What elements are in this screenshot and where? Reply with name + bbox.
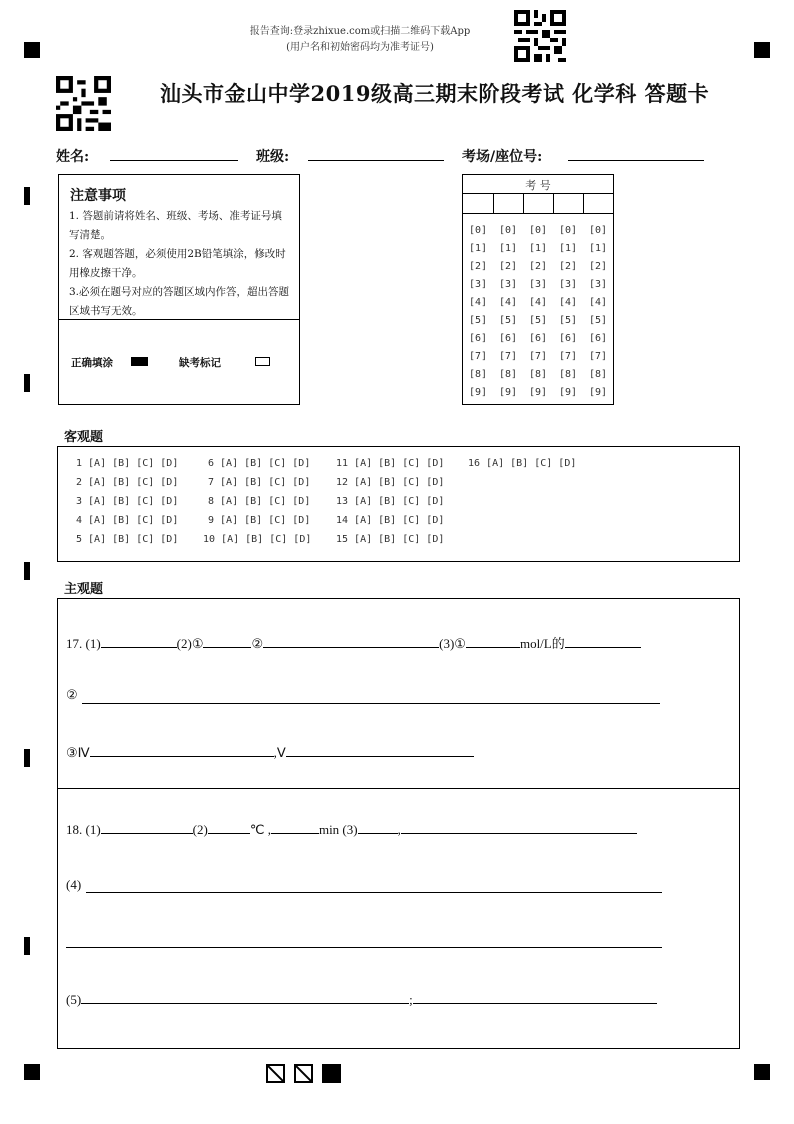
mc-question[interactable]: 16 [A] [B] [C] [D] [468,458,577,469]
correct-fill-sample [131,357,148,366]
page-title: 汕头市金山中学2019级高三期末阶段考试 化学科 答题卡 [160,81,710,106]
exam-digit-bubble[interactable]: [0] [558,225,578,236]
exam-digit-bubble[interactable]: [7] [528,351,548,362]
exam-digit-bubble[interactable]: [7] [588,351,608,362]
mc-question[interactable]: 14 [A] [B] [C] [D] [336,515,445,526]
corner-marker-top-right [754,42,770,58]
exam-room-seat-field[interactable] [568,160,704,161]
q17-part2-label: (2)① [176,636,204,651]
exam-digit-bubble[interactable]: [8] [588,369,608,380]
mc-question[interactable]: 11 [A] [B] [C] [D] [336,458,445,469]
q17-part3-label: (3)① [439,636,466,651]
exam-digit-bubble[interactable]: [0] [588,225,608,236]
timing-bar [24,562,30,580]
exam-number-cell-divider [523,193,524,213]
objective-answer-box [57,446,740,562]
objective-section-label: 客观题 [64,430,104,445]
exam-digit-bubble[interactable]: [7] [468,351,488,362]
exam-digit-bubble[interactable]: [1] [528,243,548,254]
exam-digit-bubble[interactable]: [9] [588,387,608,398]
exam-digit-bubble[interactable]: [5] [468,315,488,326]
notice-title: 注意事项 [70,188,126,204]
notice-item: 2. 客观题答题，必须使用2B铅笔填涂，修改时用橡皮擦干净。 [69,248,286,279]
exam-number-cell-divider [553,193,554,213]
q18-answer-line[interactable] [66,947,662,948]
timing-bar [24,937,30,955]
exam-digit-bubble[interactable]: [6] [558,333,578,344]
exam-digit-bubble[interactable]: [2] [588,261,608,272]
exam-digit-bubble[interactable]: [1] [498,243,518,254]
exam-digit-bubble[interactable]: [4] [468,297,488,308]
exam-digit-bubble[interactable]: [1] [588,243,608,254]
exam-digit-bubble[interactable]: [5] [588,315,608,326]
q18-blank[interactable] [358,821,398,834]
absent-mark-checkbox[interactable] [255,357,270,366]
exam-digit-bubble[interactable]: [0] [468,225,488,236]
mc-question[interactable]: 3 [A] [B] [C] [D] [76,496,179,507]
exam-digit-bubble[interactable]: [8] [498,369,518,380]
exam-digit-bubble[interactable]: [4] [588,297,608,308]
exam-digit-bubble[interactable]: [2] [498,261,518,272]
q17-v-label: ,Ⅴ [273,745,286,760]
page-marker-hatched [294,1064,313,1083]
q17-blank[interactable] [90,744,274,757]
q18-blank[interactable] [401,821,637,834]
exam-digit-bubble[interactable]: [2] [528,261,548,272]
page-marker-filled [322,1064,341,1083]
exam-digit-bubble[interactable]: [3] [498,279,518,290]
exam-number-divider [463,193,613,194]
exam-digit-bubble[interactable]: [8] [468,369,488,380]
q18-line-1 [66,821,637,838]
exam-number-title: 考 号 [525,179,551,192]
exam-digit-column-3 [526,222,550,402]
q18-part3-label: min (3) [318,822,358,837]
q18-part4-label: (4) [66,877,82,892]
mc-question[interactable]: 8 [A] [B] [C] [D] [208,496,311,507]
timing-bar [24,749,30,767]
q18-part5-label: (5) [66,992,82,1007]
mc-question[interactable]: 12 [A] [B] [C] [D] [336,477,445,488]
timing-bar [24,187,30,205]
q17-blank[interactable] [466,635,520,648]
exam-number-cell-divider [583,193,584,213]
mc-question[interactable]: 5 [A] [B] [C] [D] [76,534,179,545]
exam-digit-column-5 [586,222,610,402]
exam-digit-bubble[interactable]: [8] [558,369,578,380]
corner-marker-bottom-left [24,1064,40,1080]
q18-comma-label: , [397,822,401,837]
mc-question[interactable]: 13 [A] [B] [C] [D] [336,496,445,507]
q17-part2b-label: ② [251,636,264,651]
q18-answer-line[interactable] [86,892,662,893]
exam-digit-bubble[interactable]: [1] [468,243,488,254]
q18-part1-label: 18. (1) [66,822,101,837]
exam-digit-bubble[interactable]: [3] [468,279,488,290]
q18-temp-unit-label: ℃ , [249,822,271,837]
mc-question[interactable]: 1 [A] [B] [C] [D] [76,458,179,469]
exam-digit-bubble[interactable]: [9] [498,387,518,398]
exam-digit-bubble[interactable]: [1] [558,243,578,254]
class-field[interactable] [308,160,444,161]
notice-box [58,174,300,405]
exam-digit-bubble[interactable]: [0] [528,225,548,236]
absent-mark-label: 缺考标记 [179,357,221,369]
exam-digit-bubble[interactable]: [6] [498,333,518,344]
login-hint-note: (用户名和初始密码均为准考证号) [286,42,434,53]
class-label: 班级: [256,149,290,165]
exam-digit-bubble[interactable]: [0] [498,225,518,236]
mc-question[interactable]: 7 [A] [B] [C] [D] [208,477,311,488]
notice-item: 3.必须在题号对应的答题区域内作答，超出答题区域书写无效。 [69,286,290,317]
q18-blank[interactable] [413,991,657,1004]
page-marker-hatched [266,1064,285,1083]
timing-bar [24,374,30,392]
q18-blank[interactable] [81,991,409,1004]
q17-line-1 [66,633,641,652]
q17-blank[interactable] [565,635,641,648]
exam-digit-bubble[interactable]: [2] [558,261,578,272]
exam-digit-bubble[interactable]: [4] [498,297,518,308]
app-qr-code [514,10,566,62]
mc-question[interactable]: 9 [A] [B] [C] [D] [208,515,311,526]
exam-room-seat-label: 考场/座位号: [462,149,543,165]
mc-question[interactable]: 15 [A] [B] [C] [D] [336,534,445,545]
q17-part1-label: 17. (1) [66,636,101,651]
exam-number-box [462,174,614,405]
q18-part2-label: (2) [192,822,208,837]
corner-marker-top-left [24,42,40,58]
exam-digit-bubble[interactable]: [7] [498,351,518,362]
exam-digit-bubble[interactable]: [3] [558,279,578,290]
q18-blank[interactable] [208,821,250,834]
q17-answer-line[interactable] [82,703,660,704]
exam-digit-column-4 [556,222,580,402]
mc-question[interactable]: 2 [A] [B] [C] [D] [76,477,179,488]
mc-question[interactable]: 6 [A] [B] [C] [D] [208,458,311,469]
mc-question[interactable]: 4 [A] [B] [C] [D] [76,515,179,526]
exam-digit-column-2 [496,222,520,402]
subjective-section-label: 主观题 [64,582,104,597]
q18-blank[interactable] [271,821,319,834]
exam-digit-bubble[interactable]: [5] [528,315,548,326]
q17-unit-label: mol/L的 [519,636,565,651]
notice-divider [59,319,299,320]
corner-marker-bottom-right [754,1064,770,1080]
exam-digit-column-1 [466,222,490,402]
exam-number-cell-divider [493,193,494,213]
exam-digit-bubble[interactable]: [7] [558,351,578,362]
q17-line-2-label: ② [66,687,78,702]
exam-digit-bubble[interactable]: [6] [588,333,608,344]
name-label: 姓名: [56,149,90,165]
exam-digit-bubble[interactable]: [4] [558,297,578,308]
exam-digit-bubble[interactable]: [9] [528,387,548,398]
exam-digit-bubble[interactable]: [4] [528,297,548,308]
correct-fill-label: 正确填涂 [71,357,113,369]
q17-blank[interactable] [101,635,177,648]
exam-digit-bubble[interactable]: [2] [468,261,488,272]
q18-blank[interactable] [101,821,193,834]
mc-question[interactable]: 10 [A] [B] [C] [D] [203,534,312,545]
q18-semicolon-label: ; [409,992,413,1007]
exam-number-divider [463,213,613,214]
report-query-note: 报告查询:登录zhixue.com或扫描二维码下载App [249,26,471,37]
card-qr-code [56,76,111,131]
exam-digit-bubble[interactable]: [9] [468,387,488,398]
exam-digit-bubble[interactable]: [6] [468,333,488,344]
q17-blank[interactable] [203,635,251,648]
q18-line-5 [66,991,657,1008]
exam-digit-bubble[interactable]: [8] [528,369,548,380]
exam-digit-bubble[interactable]: [3] [588,279,608,290]
notice-item: 1. 答题前请将姓名、班级、考场、准考证号填写清楚。 [69,210,282,241]
q17-blank[interactable] [286,744,474,757]
exam-digit-bubble[interactable]: [3] [528,279,548,290]
q17-line-3 [66,744,474,761]
subjective-answer-box [57,598,740,1049]
subjective-divider [58,788,739,789]
exam-digit-bubble[interactable]: [9] [558,387,578,398]
name-field[interactable] [110,160,238,161]
exam-digit-bubble[interactable]: [5] [498,315,518,326]
exam-digit-bubble[interactable]: [5] [558,315,578,326]
q17-blank[interactable] [263,635,439,648]
q17-iv-label: ③Ⅳ [66,745,90,760]
exam-digit-bubble[interactable]: [6] [528,333,548,344]
